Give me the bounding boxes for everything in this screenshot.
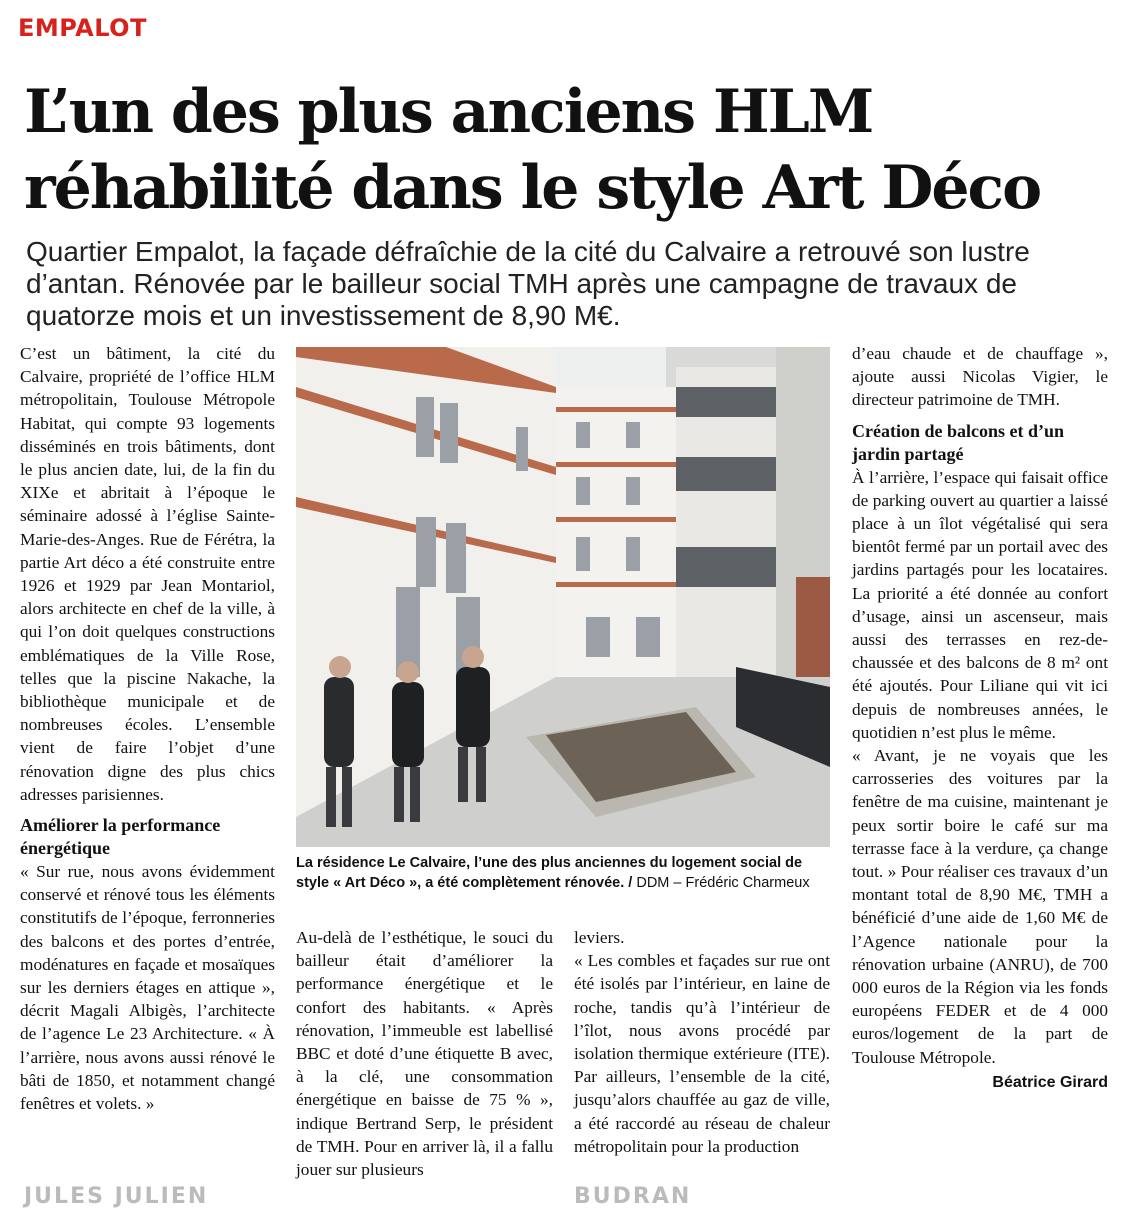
article-column-3: [574, 926, 830, 1158]
paragraph: d’eau chaude et de chauffage », ajoute aussi Nicolas Vigier, le directeur patrimoine de TMH.: [852, 344, 1108, 410]
paragraph: Au-delà de l’esthétique, le souci du bailleur était d’améliorer la performance énergétique et le confort des habitants. « Après rénovation, l’immeuble est labellisé BBC et doté d’une étiquette B avec, à la clé, une consommation énergétique en baisse de 75 % », indique Bertrand Serp, le président de TMH. Pour en arriver là, il a fallu jouer sur plusieurs: [296, 928, 553, 1180]
author-signature: Béatrice Girard: [992, 1073, 1108, 1091]
article-headline: [24, 74, 1114, 226]
subheading: Améliorer la performance énergétique: [20, 815, 221, 859]
next-article-right: BUDRAN: [574, 1184, 692, 1209]
section-kicker: EMPALOT: [18, 14, 147, 42]
paragraph: « Sur rue, nous avons évidemment conservé et rénové tous les éléments constitutifs de l’époque, ferronneries des balcons et des portes d’entrée, modénatures en façade et mosaïques sur les derniers étages en attique », décrit Magali Albigès, l’architecte de l’agence Le 23 Architecture. « À l’arrière, nous avons aussi rénové le bâti de 1850, et notamment changé fenêtres et volets. »: [20, 862, 275, 1114]
photo-credit: DDM – Frédéric Charmeux: [636, 874, 810, 891]
article-photo: [296, 347, 830, 847]
paragraph: « Avant, je ne voyais que les carrosseries des voitures par la fenêtre de ma cuisine, maintenant je peux sortir boire le café sur ma terrasse face à la verdure, ça change tout. » Pour réaliser ces travaux d’un montant total de 8,90 M€, TMH a bénéficié d’une aide de 1,60 M€ de l’Agence nationale pour la rénovation urbaine (ANRU), de 700 000 euros de la Région via les fonds européens FEDER et de 4 000 euros/logement de la part de Toulouse Métropole.: [852, 746, 1108, 1067]
headline-line-2: réhabilité dans le style Art Déco: [24, 153, 1041, 223]
caption-text: La résidence Le Calvaire, l’une des plus anciennes du logement social de style « Art Déco », a été complètement rénovée. /: [296, 855, 803, 891]
paragraph: C’est un bâtiment, la cité du Calvaire, propriété de l’office HLM métropolitain, Toulouse Métropole Habitat, qui compte 93 logements disséminés en trois bâtiments, dont le plus ancien date, lui, de la fin du XIXe et abritait à l’époque le séminaire adossé à l’église Sainte-Marie-des-Anges. Rue de Férétra, la partie Art déco a été construite entre 1926 et 1929 par Jean Montariol, alors architecte en chef de la ville, à qui l’on doit quelques constructions emblématiques de la Ville Rose, telles que la piscine Nakache, la bibliothèque municipale et de nombreuses écoles. L’ensemble vient de faire l’objet d’une rénovation digne des plus chics adresses parisiennes.: [20, 344, 275, 804]
next-article-strip: [0, 1184, 1128, 1209]
subheading: Création de balcons et d’un jardin partagé: [852, 420, 1065, 464]
article-standfirst: Quartier Empalot, la façade défraîchie de la cité du Calvaire a retrouvé son lustre d’antan. Rénovée par le bailleur social TMH après une campagne de travaux de quatorze mois et un investissement de 8,90 M€.: [26, 236, 1030, 331]
article-column-4: [852, 342, 1108, 1094]
next-article-left: JULES JULIEN: [24, 1184, 209, 1209]
paragraph: leviers.: [574, 928, 625, 947]
article-column-2: [296, 926, 553, 1181]
photo-caption: [296, 854, 830, 893]
courtyard-illustration: [296, 347, 830, 847]
paragraph: « Les combles et façades sur rue ont été isolés par l’intérieur, en laine de roche, tandis qu’à l’intérieur de l’îlot, nous avons procédé par isolation thermique extérieure (ITE). Par ailleurs, l’ensemble de la cité, jusqu’alors chauffée au gaz de ville, a été raccordé au réseau de chaleur métropolitain pour la production: [574, 951, 830, 1156]
headline-line-1: L’un des plus anciens HLM: [24, 77, 873, 147]
paragraph: À l’arrière, l’espace qui faisait office de parking ouvert au quartier a laissé place à un îlot végétalisé qui sera bientôt fermé par un portail avec des jardins partagés pour les locataires. La priorité a été donnée au confort d’usage, ainsi un ascenseur, mais aussi des terrasses en rez-de-chaussée et des balcons de 8 m² ont été ajoutés. Pour Liliane qui vit ici depuis de nombreuses années, le quotidien n’est plus le même.: [852, 467, 1108, 742]
article-column-1: [20, 342, 275, 1115]
